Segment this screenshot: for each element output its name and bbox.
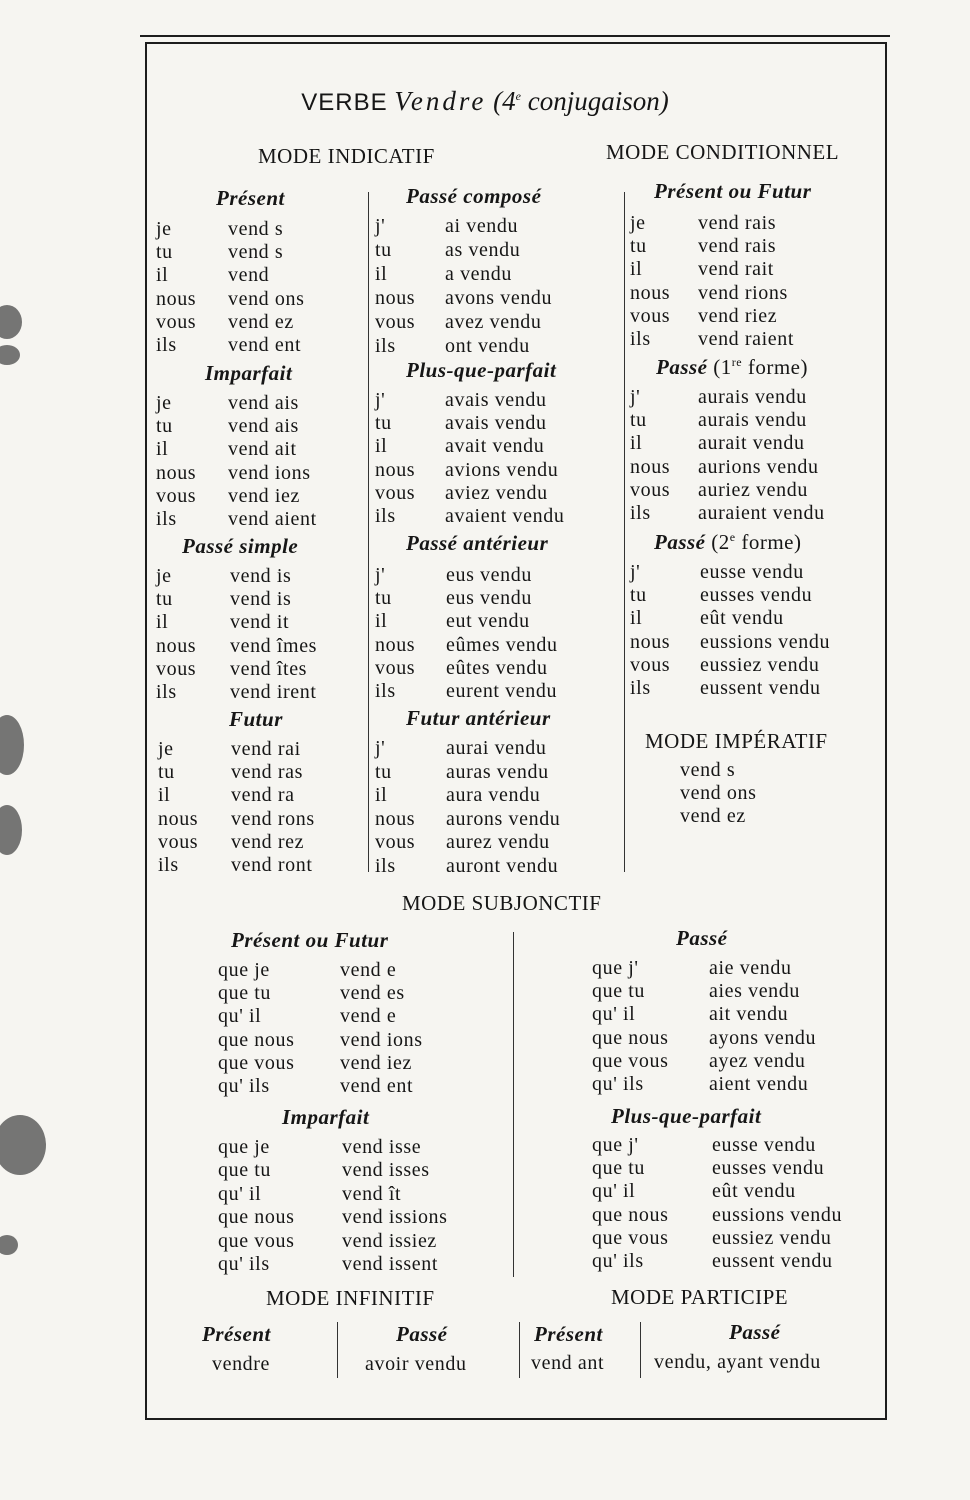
verb-form: auras vendu — [446, 761, 549, 783]
verb-form: avais vendu — [445, 412, 547, 434]
pronoun: que je — [218, 1136, 270, 1158]
pronoun: j' — [630, 386, 641, 408]
pronoun: vous — [375, 311, 416, 333]
verb-form: vend ent — [228, 334, 302, 356]
pronoun: tu — [630, 409, 647, 431]
verb-form: vend rions — [698, 282, 788, 304]
verb-form: vend rez — [231, 831, 305, 853]
pronoun: que nous — [218, 1029, 295, 1051]
pronoun: ils — [630, 328, 651, 350]
infinitif-passe-title: Passé — [396, 1322, 448, 1346]
verb-form: vend rait — [698, 258, 774, 280]
pronoun: vous — [375, 482, 416, 504]
infinitif-passe-value: avoir vendu — [365, 1353, 467, 1375]
verb-form: aies vendu — [709, 980, 800, 1002]
verb-form: vend irent — [230, 681, 317, 703]
verb-form: eussent vendu — [712, 1250, 833, 1272]
verb-form: vend issions — [342, 1206, 448, 1228]
pronoun: il — [630, 607, 643, 629]
verb-form: avez vendu — [445, 311, 542, 333]
pronoun: vous — [630, 654, 671, 676]
verb-form: ayez vendu — [709, 1050, 806, 1072]
participe-passe-value: vendu, ayant vendu — [654, 1351, 821, 1373]
verb-form: vend raient — [698, 328, 795, 350]
pronoun: tu — [375, 587, 392, 609]
pronoun: ils — [375, 335, 396, 357]
indicatif-plus-que-parfait-title: Plus-que-parfait — [406, 358, 557, 382]
indicatif-passe-compose-title: Passé composé — [406, 184, 542, 208]
pronoun: ils — [630, 502, 651, 524]
pronoun: il — [630, 432, 643, 454]
verb-form: vend ions — [228, 462, 311, 484]
pronoun: nous — [375, 808, 416, 830]
pronoun: nous — [375, 287, 416, 309]
verb-form: vend rais — [698, 235, 777, 257]
verb-form: eussions vendu — [700, 631, 831, 653]
subjonctif-passe-title: Passé — [676, 926, 728, 950]
verb-form: vend isse — [342, 1136, 422, 1158]
stain-mark — [0, 345, 20, 365]
verb-form: ont vendu — [445, 335, 530, 357]
pronoun: que tu — [218, 982, 272, 1004]
verb-form: vend rai — [231, 738, 301, 760]
verb-form: vend e — [340, 959, 397, 981]
pronoun: je — [156, 392, 172, 414]
indicatif-futur-anterieur-title: Futur antérieur — [406, 706, 551, 730]
pronoun: nous — [156, 288, 197, 310]
pronoun: que j' — [592, 957, 639, 979]
mode-conditionnel-heading: MODE CONDITIONNEL — [606, 140, 840, 164]
verb-form: vend ent — [340, 1075, 414, 1097]
pronoun: vous — [630, 305, 671, 327]
pronoun: que nous — [592, 1204, 669, 1226]
pronoun: tu — [375, 239, 392, 261]
verb-form: vend ais — [228, 392, 299, 414]
pronoun: tu — [158, 761, 175, 783]
pronoun: il — [375, 784, 388, 806]
verb-form: vend s — [228, 218, 284, 240]
pronoun: ils — [158, 854, 179, 876]
verb-form: aurait vendu — [698, 432, 805, 454]
participe-present-value: vend ant — [531, 1352, 605, 1374]
pronoun: tu — [156, 588, 173, 610]
indicatif-passe-simple-title: Passé simple — [182, 534, 299, 558]
verb-form: aurais vendu — [698, 409, 807, 431]
verb-form: eût vendu — [712, 1180, 796, 1202]
stain-mark — [0, 1115, 46, 1175]
verb-form: aura vendu — [446, 784, 541, 806]
participe-passe-title: Passé — [729, 1320, 781, 1344]
verb-form: eut vendu — [446, 610, 530, 632]
mode-imperatif-heading: MODE IMPÉRATIF — [645, 729, 828, 753]
pronoun: ils — [375, 680, 396, 702]
conditionnel-passe1-title: Passé (1re forme) — [656, 355, 808, 379]
verb-form: vend es — [340, 982, 405, 1004]
verb-form: vend rons — [231, 808, 315, 830]
pronoun: qu' ils — [218, 1253, 270, 1275]
pronoun: il — [158, 784, 171, 806]
verb-form: vend ras — [231, 761, 303, 783]
pronoun: nous — [630, 631, 671, 653]
pronoun: nous — [630, 282, 671, 304]
pronoun: il — [375, 610, 388, 632]
verb-form: vend — [228, 264, 270, 286]
verb-form: vend issent — [342, 1253, 439, 1275]
subjonctif-imparfait-title: Imparfait — [282, 1105, 370, 1129]
verb-form: avions vendu — [445, 459, 559, 481]
verb-form: avaient vendu — [445, 505, 565, 527]
mode-infinitif-heading: MODE INFINITIF — [266, 1286, 435, 1310]
pronoun: qu' il — [218, 1183, 262, 1205]
column-divider — [337, 1322, 338, 1378]
pronoun: tu — [375, 761, 392, 783]
mode-participe-heading: MODE PARTICIPE — [611, 1285, 789, 1309]
verb-form: aurez vendu — [446, 831, 550, 853]
pronoun: il — [375, 435, 388, 457]
verb-form: eûtes vendu — [446, 657, 548, 679]
page-title: VERBE Vendre (4e conjugaison) — [301, 86, 669, 116]
verb-form: vend is — [230, 565, 292, 587]
verb-form: eus vendu — [446, 564, 532, 586]
pronoun: que nous — [218, 1206, 295, 1228]
conditionnel-passe2-title: Passé (2e forme) — [654, 530, 802, 554]
verb-form: eût vendu — [700, 607, 784, 629]
pronoun: qu' ils — [218, 1075, 270, 1097]
verb-form: aviez vendu — [445, 482, 548, 504]
pronoun: que tu — [592, 1157, 646, 1179]
pronoun: que tu — [218, 1159, 272, 1181]
pronoun: il — [156, 611, 169, 633]
verb-form: aurions vendu — [698, 456, 819, 478]
verb-form: avais vendu — [445, 389, 547, 411]
pronoun: que nous — [592, 1027, 669, 1049]
verb-form: vend s — [228, 241, 284, 263]
pronoun: que tu — [592, 980, 646, 1002]
pronoun: vous — [156, 658, 197, 680]
pronoun: qu' il — [592, 1003, 636, 1025]
pronoun: il — [630, 258, 643, 280]
pronoun: j' — [375, 737, 386, 759]
verb-form: vend rais — [698, 212, 777, 234]
verb-form: eûmes vendu — [446, 634, 558, 656]
pronoun: tu — [156, 241, 173, 263]
top-rule — [140, 35, 890, 37]
column-divider — [519, 1322, 520, 1378]
verb-form: vend aient — [228, 508, 317, 530]
pronoun: ils — [156, 681, 177, 703]
stain-mark — [0, 715, 24, 775]
verb-form: avait vendu — [445, 435, 545, 457]
verb-form: vend ront — [231, 854, 313, 876]
pronoun: il — [156, 264, 169, 286]
verb-form: eussions vendu — [712, 1204, 843, 1226]
verb-form: vend ais — [228, 415, 299, 437]
pronoun: vous — [156, 311, 197, 333]
participe-present-title: Présent — [534, 1322, 603, 1346]
verb-form: vend e — [340, 1005, 397, 1027]
pronoun: nous — [158, 808, 199, 830]
imperatif-form: vend ons — [680, 782, 757, 804]
pronoun: je — [630, 212, 646, 234]
pronoun: nous — [156, 635, 197, 657]
pronoun: que vous — [218, 1052, 295, 1074]
verb-form: vend ons — [228, 288, 305, 310]
pronoun: j' — [630, 561, 641, 583]
verb-form: vend iez — [228, 485, 300, 507]
pronoun: tu — [156, 415, 173, 437]
indicatif-futur-title: Futur — [229, 707, 283, 731]
pronoun: vous — [375, 657, 416, 679]
verb-form: vend ait — [228, 438, 297, 460]
column-divider — [624, 192, 625, 872]
verb-form: vend îmes — [230, 635, 318, 657]
verb-form: vend it — [230, 611, 290, 633]
verb-form: aient vendu — [709, 1073, 809, 1095]
pronoun: je — [156, 218, 172, 240]
subjonctif-plus-que-parfait-title: Plus-que-parfait — [611, 1104, 762, 1128]
pronoun: je — [158, 738, 174, 760]
verb-form: vend ra — [231, 784, 295, 806]
column-divider — [513, 932, 514, 1277]
verb-form: eusse vendu — [700, 561, 804, 583]
pronoun: nous — [156, 462, 197, 484]
verb-form: eusses vendu — [700, 584, 813, 606]
pronoun: nous — [630, 456, 671, 478]
pronoun: qu' il — [218, 1005, 262, 1027]
pronoun: nous — [375, 634, 416, 656]
verb-form: auraient vendu — [698, 502, 825, 524]
pronoun: je — [156, 565, 172, 587]
stain-mark — [0, 805, 22, 855]
mode-indicatif-heading: MODE INDICATIF — [258, 144, 435, 168]
pronoun: ils — [375, 855, 396, 877]
verb-form: ai vendu — [445, 215, 519, 237]
pronoun: qu' il — [592, 1180, 636, 1202]
verb-form: vend is — [230, 588, 292, 610]
verb-form: ayons vendu — [709, 1027, 817, 1049]
verb-form: eus vendu — [446, 587, 532, 609]
verb-form: vend iez — [340, 1052, 412, 1074]
verb-form: eurent vendu — [446, 680, 558, 702]
subjonctif-present-title: Présent ou Futur — [231, 928, 389, 952]
pronoun: tu — [630, 584, 647, 606]
verb-form: eusse vendu — [712, 1134, 816, 1156]
verb-form: vend riez — [698, 305, 778, 327]
pronoun: qu' ils — [592, 1250, 644, 1272]
verb-form: aie vendu — [709, 957, 792, 979]
pronoun: qu' ils — [592, 1073, 644, 1095]
verb-form: auront vendu — [446, 855, 559, 877]
pronoun: il — [375, 263, 388, 285]
pronoun: j' — [375, 215, 386, 237]
pronoun: ils — [630, 677, 651, 699]
indicatif-passe-anterieur-title: Passé antérieur — [406, 531, 549, 555]
pronoun: que vous — [592, 1227, 669, 1249]
verb-form: vend ions — [340, 1029, 423, 1051]
column-divider — [368, 192, 369, 872]
verb-form: a vendu — [445, 263, 512, 285]
pronoun: que je — [218, 959, 270, 981]
verb-form: vend issiez — [342, 1230, 437, 1252]
infinitif-present-title: Présent — [202, 1322, 271, 1346]
verb-form: aurai vendu — [446, 737, 547, 759]
imperatif-form: vend ez — [680, 805, 746, 827]
pronoun: que vous — [592, 1050, 669, 1072]
pronoun: j' — [375, 389, 386, 411]
verb-form: ait vendu — [709, 1003, 789, 1025]
pronoun: nous — [375, 459, 416, 481]
verb-form: vend ît — [342, 1183, 402, 1205]
infinitif-present-value: vendre — [212, 1353, 271, 1375]
pronoun: vous — [158, 831, 199, 853]
verb-form: aurons vendu — [446, 808, 561, 830]
pronoun: tu — [630, 235, 647, 257]
verb-form: eussent vendu — [700, 677, 821, 699]
pronoun: que vous — [218, 1230, 295, 1252]
stain-mark — [0, 305, 22, 339]
verb-form: eussiez vendu — [700, 654, 820, 676]
pronoun: ils — [156, 334, 177, 356]
conditionnel-present-title: Présent ou Futur — [654, 179, 812, 203]
pronoun: vous — [630, 479, 671, 501]
verb-form: vend ez — [228, 311, 294, 333]
pronoun: il — [156, 438, 169, 460]
column-divider — [640, 1322, 641, 1378]
pronoun: que j' — [592, 1134, 639, 1156]
verb-form: eusses vendu — [712, 1157, 825, 1179]
verb-form: auriez vendu — [698, 479, 808, 501]
stain-mark — [0, 1235, 18, 1255]
pronoun: vous — [375, 831, 416, 853]
pronoun: j' — [375, 564, 386, 586]
mode-subjonctif-heading: MODE SUBJONCTIF — [402, 891, 602, 915]
pronoun: tu — [375, 412, 392, 434]
verb-form: vend îtes — [230, 658, 308, 680]
indicatif-present-title: Présent — [216, 186, 285, 210]
verb-form: avons vendu — [445, 287, 553, 309]
imperatif-form: vend s — [680, 759, 736, 781]
verb-form: as vendu — [445, 239, 521, 261]
verb-form: vend isses — [342, 1159, 430, 1181]
pronoun: ils — [375, 505, 396, 527]
pronoun: ils — [156, 508, 177, 530]
verb-form: eussiez vendu — [712, 1227, 832, 1249]
pronoun: vous — [156, 485, 197, 507]
verb-form: aurais vendu — [698, 386, 807, 408]
indicatif-imparfait-title: Imparfait — [205, 361, 293, 385]
